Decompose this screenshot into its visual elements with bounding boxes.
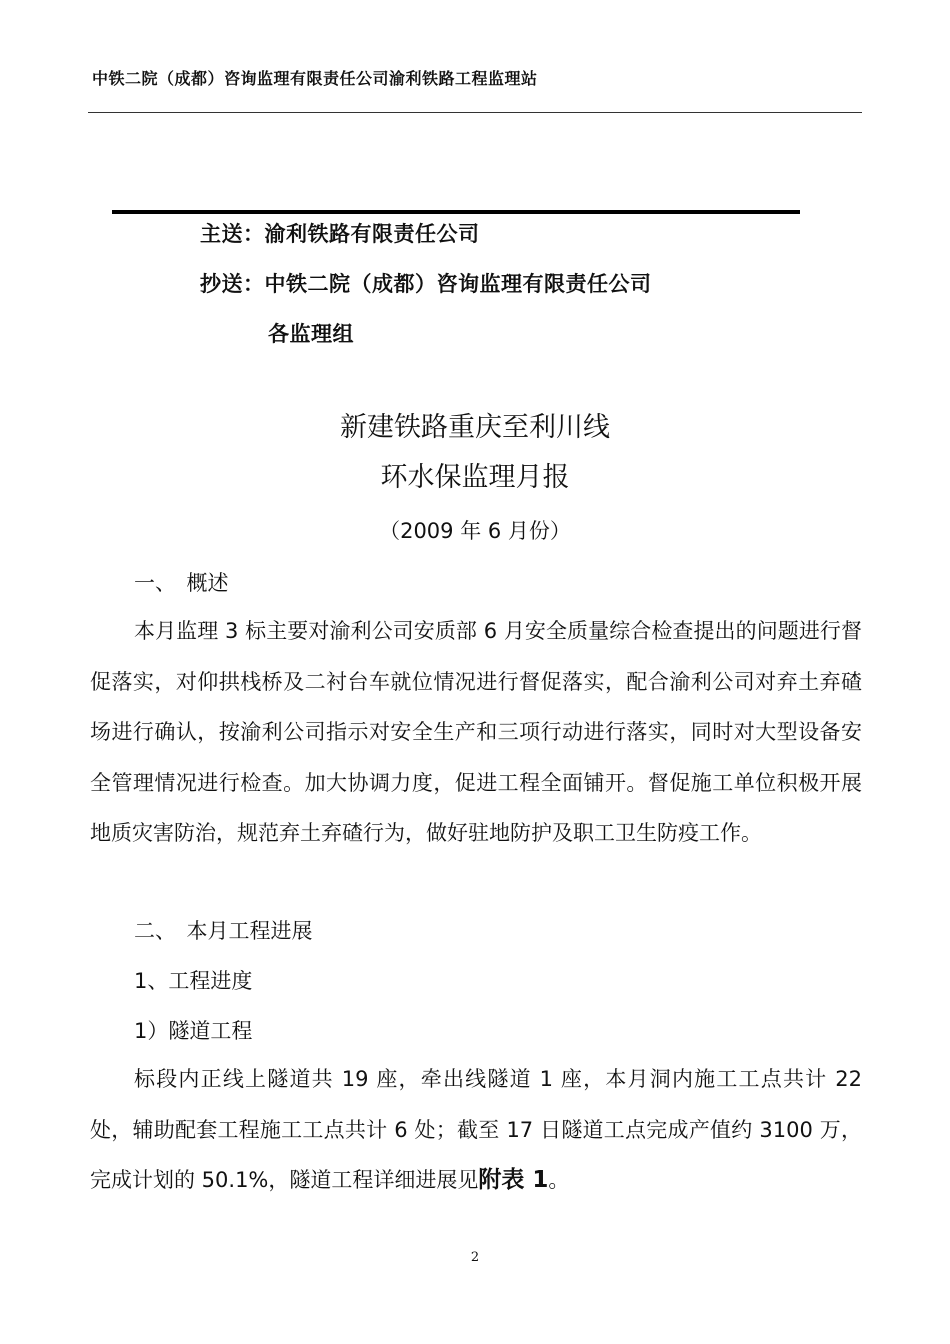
document-title-line2: 环水保监理月报 [380, 462, 570, 493]
cc-extra-line: 各监理组 [268, 322, 354, 346]
cc-send-line: 抄送：中铁二院（成都）咨询监理有限责任公司 [200, 272, 652, 296]
header-org: 中铁二院（成都）咨询监理有限责任公司渝利铁路工程监理站 [92, 69, 538, 88]
section2-body [90, 1054, 862, 1206]
section2-subheading-tunnel: 1）隧道工程 [134, 1019, 253, 1043]
document-title-line1: 新建铁路重庆至利川线 [340, 412, 610, 443]
section1-body: 本月监理 3 标主要对渝利公司安质部 6 月安全质量综合检查提出的问题进行督促落实，对仰拱栈桥及二衬台车就位情况进行督促落实，配合渝利公司对弃土弃碴场进行确认，按渝利公司指示对安全生产和三项行动进行落实，同时对大型设备安全管理情况进行检查。加大协调力度，促进工程全面铺开。督促施工单位积极开展地质灾害防治，规范弃土弃碴行为，做好驻地防护及职工卫生防疫工作。 [90, 619, 862, 845]
report-period: （2009 年 6 月份） [379, 519, 571, 543]
appendix-reference: 附表 1 [478, 1167, 549, 1193]
section2-body-end: 。 [548, 1168, 570, 1192]
section1-heading: 一、 概述 [134, 571, 229, 595]
section2-heading: 二、 本月工程进展 [134, 919, 313, 943]
distribution-divider [112, 210, 800, 214]
section2-subheading-progress: 1、工程进度 [134, 969, 253, 993]
header-divider [88, 112, 862, 113]
main-send-line: 主送：渝利铁路有限责任公司 [200, 222, 480, 246]
page-number: 2 [470, 1250, 480, 1265]
section2-body-text: 标段内正线上隧道共 19 座，牵出线隧道 1 座，本月洞内施工工点共计 22 处，辅助配套工程施工工点共计 6 处；截至 17 日隧道工点完成产值约 3100 万，完成计划的 50.1%，隧道工程详细进展见 [90, 1067, 862, 1192]
